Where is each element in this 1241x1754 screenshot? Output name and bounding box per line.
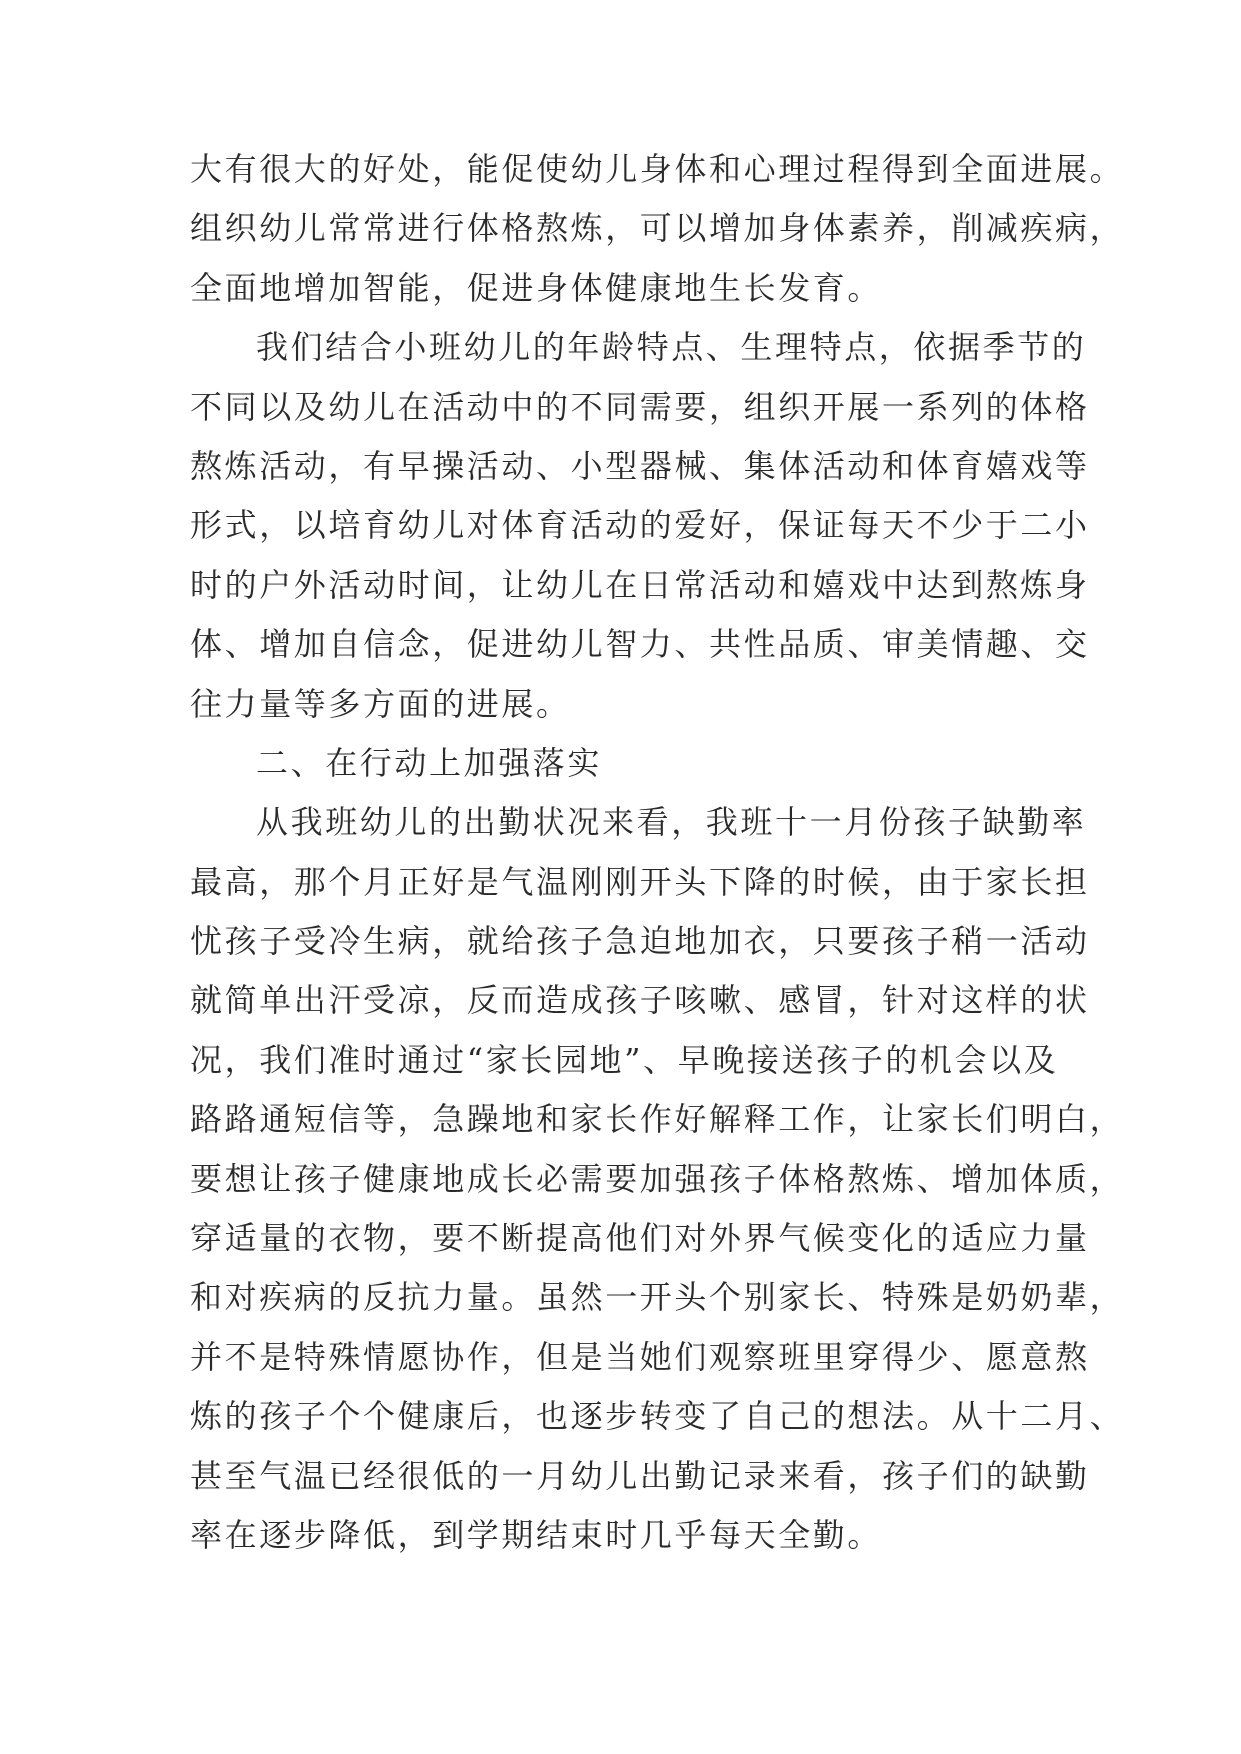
- text-line: 组织幼儿常常进行体格熬炼，可以增加身体素养，削减疾病，: [190, 209, 1125, 248]
- text-line: 体、增加自信念，促进幼儿智力、共性品质、审美情趣、交: [190, 625, 1090, 664]
- document-body: [190, 140, 1125, 1565]
- text-line: 并不是特殊情愿协作，但是当她们观察班里穿得少、愿意熬: [190, 1337, 1090, 1376]
- text-line: 往力量等多方面的进展。: [190, 684, 571, 723]
- text-line: 时的户外活动时间，让幼儿在日常活动和嬉戏中达到熬炼身: [190, 565, 1090, 604]
- text-line: 炼的孩子个个健康后，也逐步转变了自己的想法。从十二月、: [190, 1397, 1125, 1436]
- text-line: 形式，以培育幼儿对体育活动的爱好，保证每天不少于二小: [190, 506, 1090, 545]
- text-line: 我们结合小班幼儿的年龄特点、生理特点，依据季节的: [256, 328, 1087, 367]
- section-heading: 二、在行动上加强落实: [256, 743, 603, 782]
- text-line: 全面地增加智能，促进身体健康地生长发育。: [190, 268, 883, 307]
- text-line: 况，我们准时通过“家长园地”、早晚接送孩子的机会以及: [190, 1040, 1059, 1079]
- text-line: 忧孩子受冷生病，就给孩子急迫地加衣，只要孩子稍一活动: [190, 922, 1090, 961]
- text-line: 大有很大的好处，能促使幼儿身体和心理过程得到全面进展。: [190, 150, 1125, 188]
- text-line: 最高，那个月正好是气温刚刚开头下降的时候，由于家长担: [190, 862, 1090, 901]
- text-line: 路路通短信等，急躁地和家长作好解释工作，让家长们明白，: [190, 1100, 1125, 1139]
- text-line: 要想让孩子健康地成长必需要加强孩子体格熬炼、增加体质，: [190, 1159, 1125, 1198]
- text-line: 甚至气温已经很低的一月幼儿出勤记录来看，孩子们的缺勤: [190, 1456, 1090, 1495]
- text-line: 和对疾病的反抗力量。虽然一开头个别家长、特殊是奶奶辈，: [190, 1278, 1125, 1317]
- text-line: 穿适量的衣物，要不断提高他们对外界气候变化的适应力量: [190, 1219, 1090, 1258]
- text-line: 从我班幼儿的出勤状况来看，我班十一月份孩子缺勤率: [256, 803, 1087, 842]
- text-line: 率在逐步降低，到学期结束时几乎每天全勤。: [190, 1515, 883, 1554]
- text-line: 不同以及幼儿在活动中的不同需要，组织开展一系列的体格: [190, 387, 1090, 426]
- text-line: 就简单出汗受凉，反而造成孩子咳嗽、感冒，针对这样的状: [190, 981, 1090, 1020]
- text-line: 熬炼活动，有早操活动、小型器械、集体活动和体育嬉戏等: [190, 446, 1090, 485]
